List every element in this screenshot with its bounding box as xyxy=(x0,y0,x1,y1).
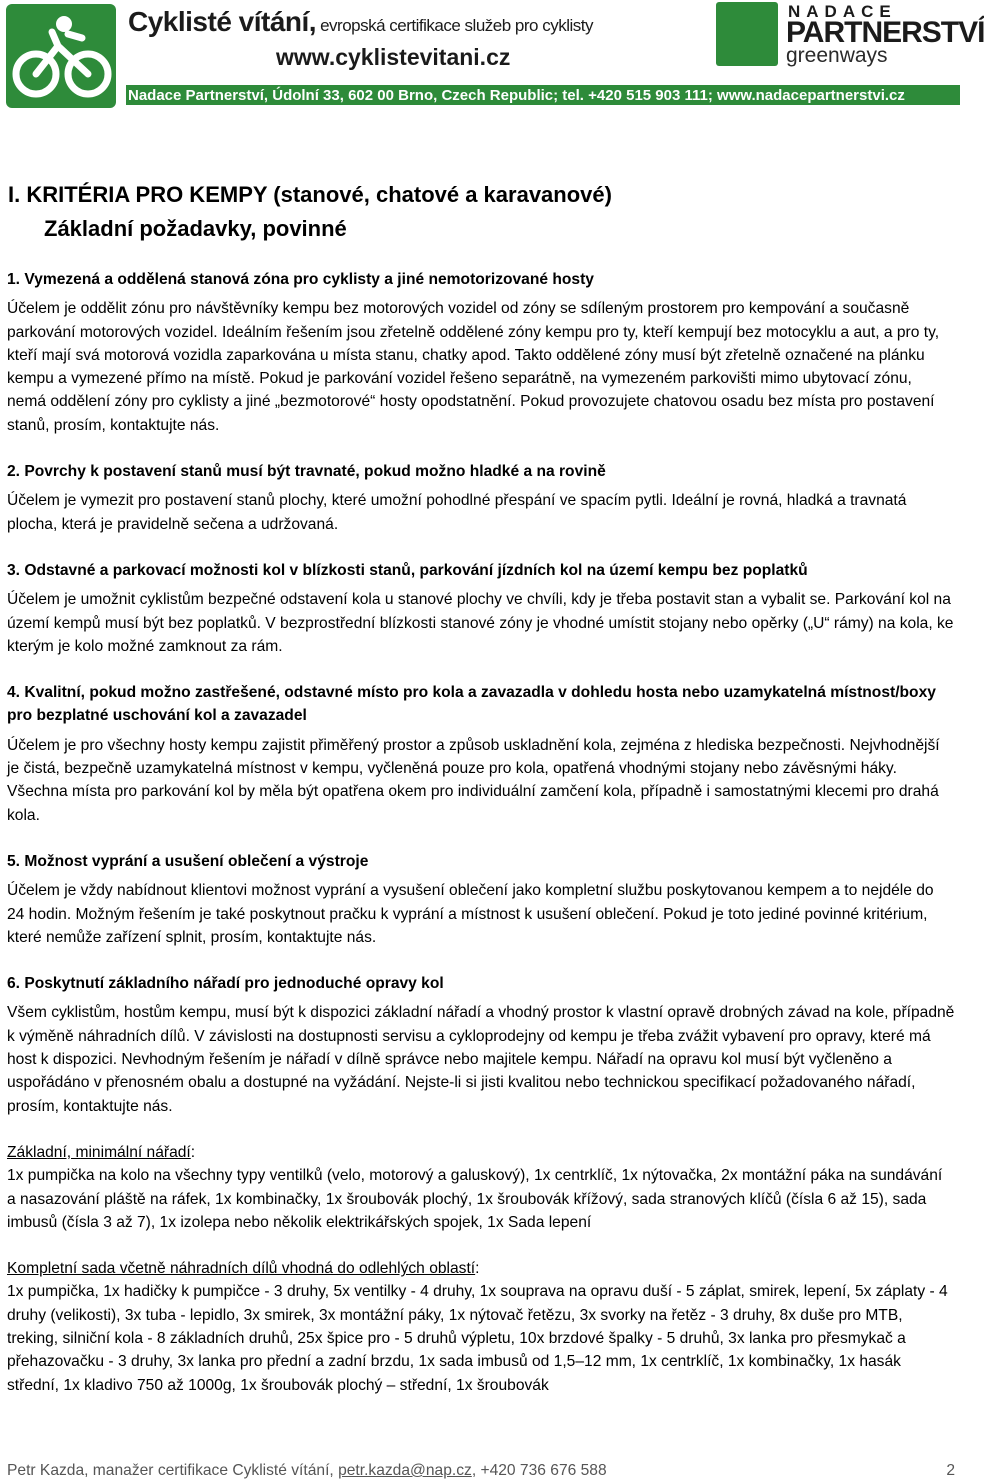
section-title: 2. Povrchy k postavení stanů musí být travnaté, pokud možno hladké a na rovině xyxy=(7,463,606,481)
section-title: 6. Poskytnutí základního nářadí pro jednoduché opravy kol xyxy=(7,975,444,993)
brand-title xyxy=(128,6,593,38)
tools-full-label-text: Kompletní sada včetně náhradních dílů vhodná do odlehlých oblastí xyxy=(7,1260,476,1278)
section-body: Účelem je oddělit zónu pro návštěvníky kempu bez motorových vozidel od zóny se sdíleným prostorem pro kempování a současně parkování motorových vozidel. Ideálním řešením jsou zřetelně oddělené zóny kempu pro ty, kteří kempují bez motocyklu a aut, a pro ty, kteří mají svá motorová vozidla zaparkována u místa stanu, chatky apod. Takto oddělené zóny musí být zřetelně označené na plánku kempu a vymezené přímo na místě. Pokud je parkování vozidel řešeno separátně, na vymezeném parkovišti mimo ubytovací zónu, nemá oddělení zóny pro cyklisty a jiné „bezmotorové“ hosty opodstatnění. Pokud provozujete chatovou osadu bez místa pro postavení stanů, prosím, kontaktujte nás. xyxy=(7,300,940,434)
partner-logo xyxy=(716,2,984,72)
section-5 xyxy=(7,850,955,949)
tools-full xyxy=(7,1257,955,1397)
tools-full-colon: : xyxy=(475,1260,480,1278)
tools-basic-label xyxy=(7,1141,955,1164)
tools-basic-label-text: Základní, minimální nářadí xyxy=(7,1143,191,1161)
section-body: Účelem je vymezit pro postavení stanů plochy, které umožní pohodlné přespání ve spacím pytli. Ideální je rovná, hladká a travnatá plocha, která je pravidelně sečena a udržovaná. xyxy=(7,492,907,533)
brand-title-text: Cyklisté vítání, xyxy=(128,6,317,37)
brand-url[interactable]: www.cyklistevitani.cz xyxy=(276,44,511,70)
criteria-subheading: Základní požadavky, povinné xyxy=(44,216,347,241)
section-2 xyxy=(7,460,955,536)
footer-suffix: , +420 736 676 588 xyxy=(471,1462,607,1479)
partner-name-text: PARTNERSTVÍ xyxy=(786,16,984,49)
tools-full-label xyxy=(7,1257,955,1280)
contact-bar xyxy=(0,84,960,108)
section-body: Všem cyklistům, hostům kempu, musí být k dispozici základní nářadí a vhodný prostor k vlastní opravě drobných závad na kole, případně k výměně náhradních dílů. V závislosti na dostupnosti servisu a cykloprodejny od kempu je třeba zvážit vybavení pro opravy, které má host k dispozici. Nevhodným řešením je nářadí v dílně správce nebo majitele kempu. Nářadí na opravu kol musí být vyčleněno a uspořádáno v přenosném obalu a dostupné na vyžádání. Nejste-li si jisti kvalitou nebo technickou specifikací požadovaného nářadí, prosím, kontaktujte nás. xyxy=(7,1004,955,1115)
criteria-heading: I. KRITÉRIA PRO KEMPY (stanové, chatové a karavanové) xyxy=(8,182,612,207)
tools-basic xyxy=(7,1141,955,1234)
section-body: Účelem je umožnit cyklistům bezpečné odstavení kola u stanové plochy ve chvíli, kdy je třeba postavit stan a vybalit se. Parkování kol na území kempů musí být bez poplatků. V bezprostřední blízkosti stanové zóny je vhodné umístit stojany nebo opěrky („U“ rámy) na kola, ke kterým je kolo možné zamknout za rám. xyxy=(7,591,954,655)
footer-email-link[interactable]: petr.kazda@nap.cz xyxy=(338,1462,472,1479)
partner-greenways-text: greenways xyxy=(786,44,888,67)
tools-basic-body: 1x pumpička na kolo na všechny typy ventilků (velo, motorový a galuskový), 1x centrklíč, 1x nýtovačka, 2x montážní páka na sundávání a nasazování pláště na ráfek, 1x kombinačky, 1x šroubovák plochý, 1x šroubovák křížový, sada stranových klíčů (čísla 6 až 15), sada imbusů (čísla 3 až 7), 1x izolepa nebo několik elektrikářských spojek, 1x Sada lepení xyxy=(7,1167,943,1231)
section-body: Účelem je pro všechny hosty kempu zajistit přiměřený prostor a způsob uskladnění kola, zejména z hlediska bezpečnosti. Nejvhodnější je čistá, bezpečně uzamykatelná místnost v kempu, vyčleněná pouze pro kola, opatřená vhodnými stojany nebo závěsnými háky. Všechna místa pro parkování kol by měla být opatřena okem pro individuální zamčení kola, případně i samostatnými klecemi pro drahá kola. xyxy=(7,736,940,824)
section-6 xyxy=(7,972,955,1118)
partner-nadace-text: NADACE xyxy=(788,2,897,21)
section-4 xyxy=(7,681,955,827)
section-title: 5. Možnost vyprání a usušení oblečení a výstroje xyxy=(7,852,369,870)
tools-basic-colon: : xyxy=(190,1143,196,1161)
section-title: 1. Vymezená a oddělená stanová zóna pro cyklisty a jiné nemotorizované hosty xyxy=(7,271,594,288)
page-number: 2 xyxy=(946,1462,955,1479)
section-1 xyxy=(7,268,955,437)
letterhead xyxy=(0,0,984,112)
tools-full-body: 1x pumpička, 1x hadičky k pumpičce - 3 druhy, 5x ventilky - 4 druhy, 1x souprava na opravu duší - 5 záplat, smirek, lepení, 5x záplaty - 4 druhy (velikosti), 3x tuba - lepidlo, 3x smirek, 3x montážní páky, 1x nýtovač řetězu, 3x svorky na řetěz - 3 druhy, 8x duše pro MTB, treking, silniční kola - 8 základních druhů, 25x špice pro - 5 druhů výpletu, 10x brzdové špalky - 5 druhů, 3x lanka pro přesmykač a přehazovačku - 3 druhy, 3x lanka pro přední a zadní brzdu, 1x sada imbusů od 1,5–12 mm, 1x centrklíč, 1x kombinačky, 1x hasák střední, 1x kladivo 750 až 1000g, 1x šroubovák plochý – střední, 1x šroubovák xyxy=(7,1283,948,1394)
section-title: 3. Odstavné a parkovací možnosti kol v blízkosti stanů, parkování jízdních kol na území kempu bez poplatků xyxy=(7,561,808,579)
page-footer xyxy=(7,1462,955,1480)
document-body xyxy=(7,268,955,1420)
section-body: Účelem je vždy nabídnout klientovi možnost vyprání a vysušení oblečení jako kompletní službu poskytovanou kempem a to nejdéle do 24 hodin. Možným řešením je také poskytnout pračku k vyprání a místnost k usušení oblečení. Pokud je toto jediné povinné kritérium, které nemůže zařízení splnit, prosím, kontaktujte nás. xyxy=(7,882,934,946)
contact-text: Nadace Partnerství, Údolní 33, 602 00 Brno, Czech Republic; tel. +420 515 903 111; www.nadacepartnerstvi.cz xyxy=(128,87,905,104)
section-title: 4. Kvalitní, pokud možno zastřešené, odstavné místo pro kola a zavazadla v dohledu hosta nebo uzamykatelná místnost/boxy pro bezplatné uschování kol a zavazadel xyxy=(7,684,936,725)
footer-prefix: Petr Kazda, manažer certifikace Cyklisté vítání, xyxy=(7,1462,339,1479)
brand-subtitle: evropská certifikace služeb pro cyklisty xyxy=(320,16,593,35)
partner-emblem-icon xyxy=(716,2,778,66)
section-3 xyxy=(7,559,955,658)
